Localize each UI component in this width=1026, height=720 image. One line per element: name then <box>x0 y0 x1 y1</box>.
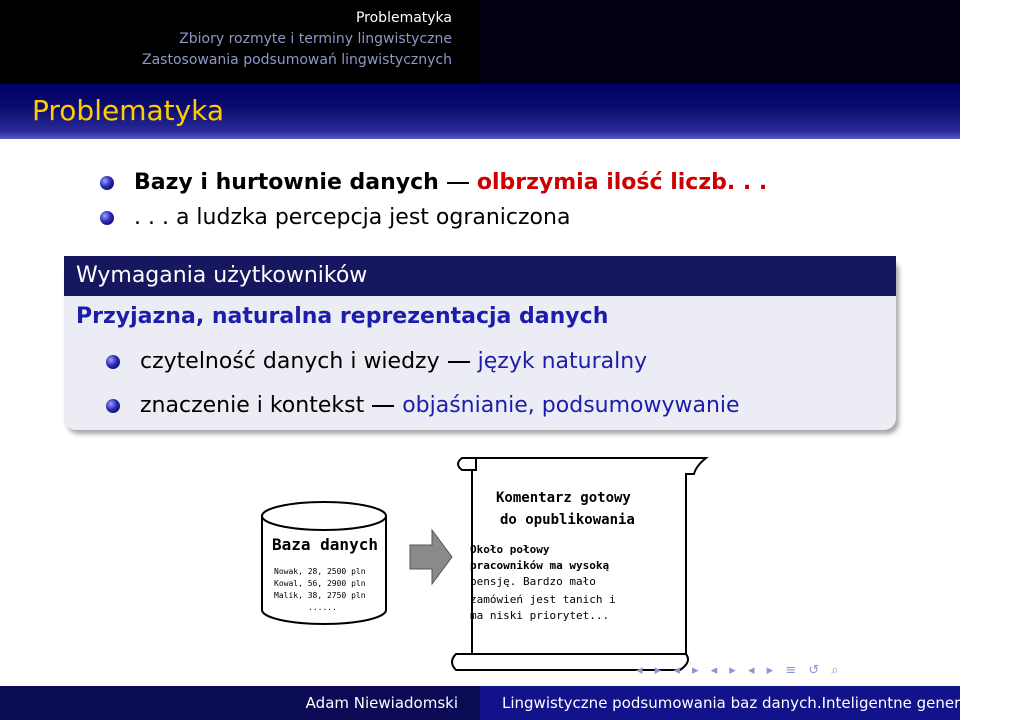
bullet-ball-icon <box>100 176 114 190</box>
right-arrow-icon <box>410 530 452 584</box>
scroll-document-icon <box>452 458 706 670</box>
requirements-block <box>64 256 896 430</box>
database-cylinder-icon <box>262 502 386 624</box>
scroll-line: ma niski priorytet... <box>470 609 610 622</box>
bullet-text: czytelność danych i wiedzy <box>140 349 440 374</box>
frame-title-bar <box>0 84 960 139</box>
scroll-line: pensję. Bardzo mało <box>470 575 596 588</box>
scroll-line: Około połowy <box>470 543 550 556</box>
db-row: Malik, 38, 2750 pln <box>274 591 366 600</box>
dash-separator <box>372 405 394 407</box>
database-to-comment-illustration <box>250 450 710 680</box>
bullet-ball-icon <box>100 211 114 225</box>
block-bullet-item <box>106 349 647 374</box>
beamer-navigation-symbols[interactable]: ◂ ▸ ◂ ▸ ◂ ▸ ◂ ▸ ≡ ↺ ⌕ <box>636 663 843 678</box>
footer <box>0 686 1026 720</box>
scroll-title: Komentarz gotowy <box>496 490 631 506</box>
dash-separator <box>447 182 469 184</box>
bullet-text: Bazy i hurtownie danych <box>134 170 439 195</box>
dash-separator <box>448 361 470 363</box>
block-bullet-item <box>106 393 740 418</box>
section-link[interactable]: Zbiory rozmyte i terminy lingwistyczne <box>179 31 452 47</box>
scroll-line: zamówień jest tanich i <box>470 593 616 606</box>
bullet-text: znaczenie i kontekst <box>140 393 365 418</box>
footer-author: Adam Niewiadomski <box>0 686 480 720</box>
db-title: Baza danych <box>272 535 378 554</box>
db-row: Nowak, 28, 2500 pln <box>274 567 366 576</box>
bullet-text: . . . a ludzka percepcja jest ograniczona <box>134 205 571 230</box>
bullet-item <box>100 170 767 195</box>
bullet-item <box>100 205 570 230</box>
bullet-emphasis: objaśnianie, podsumowywanie <box>402 393 740 418</box>
frame-title: Problematyka <box>32 94 225 127</box>
header-right-panel <box>480 0 960 84</box>
scroll-line: pracowników ma wysoką <box>470 559 610 572</box>
db-row: ...... <box>308 603 337 612</box>
bullet-emphasis: język naturalny <box>477 349 648 374</box>
block-subtitle: Przyjazna, naturalna reprezentacja danych <box>76 304 609 329</box>
db-row: Kowal, 56, 2900 pln <box>274 579 366 588</box>
block-title: Wymagania użytkowników <box>64 256 896 296</box>
section-list <box>0 0 480 84</box>
bullet-emphasis: olbrzymia ilość liczb. . . <box>476 170 768 195</box>
bullet-ball-icon <box>106 399 120 413</box>
bullet-ball-icon <box>106 355 120 369</box>
section-link[interactable]: Zastosowania podsumowań lingwistycznych <box>142 52 452 68</box>
footer-title: Lingwistyczne podsumowania baz danych.Inteligentne generowanie s <box>480 686 960 720</box>
section-navigation-header <box>0 0 960 84</box>
scroll-title: do opublikowania <box>500 512 635 528</box>
section-link-current[interactable]: Problematyka <box>355 10 452 26</box>
